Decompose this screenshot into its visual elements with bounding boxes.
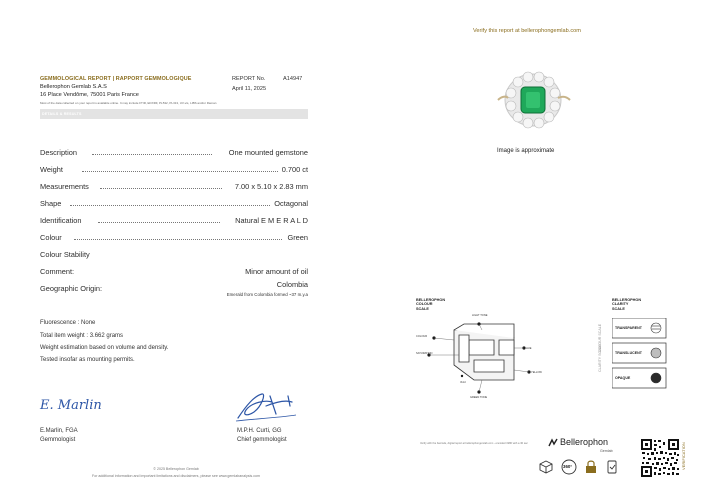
clarity-level-opaque: OPAQUE: [615, 376, 631, 380]
clarity-scale-boxes: [612, 318, 672, 398]
feature-icons: [539, 459, 621, 475]
comment-weight-estimation: Weight estimation based on volume and density.: [40, 345, 169, 351]
comment-total-weight: Total item weight : 3.662 grams: [40, 333, 124, 339]
detail-row-measurements: [40, 182, 308, 192]
detail-row-shape: [40, 199, 308, 209]
right-signature: [232, 388, 302, 424]
left-signature: E. Marlin: [40, 398, 102, 413]
detail-value: Octagonal: [274, 199, 308, 208]
detail-label: Colour Stability: [40, 250, 90, 259]
leader-dots: [82, 171, 278, 172]
leader-dots: [100, 188, 222, 189]
diagram-label-bottom-right: YELLOW: [531, 371, 542, 374]
colour-scale-title-line: COLOUR: [416, 302, 433, 307]
rotate-360-label: 360°: [563, 464, 573, 469]
clarity-scale-title-line: BELLEROPHON: [612, 298, 642, 302]
detail-label: Colour: [40, 233, 62, 242]
leader-dots: [70, 205, 270, 206]
clarity-side-label: CLARITY SCALE: [598, 344, 602, 372]
right-signatory-role: Chief gemmologist: [237, 437, 287, 443]
clarity-scale-title: [612, 298, 641, 311]
detail-value: Natural E M E R A L D: [235, 216, 308, 225]
diagram-label-left-mid: SATURATION: [416, 352, 433, 355]
detail-label: Geographic Origin:: [40, 284, 103, 293]
clarity-scale-title-line: CLARITY: [612, 302, 629, 307]
comment-fluorescence: Fluorescence : None: [40, 320, 96, 326]
diagram-label-top-left: COLOUR: [416, 335, 428, 338]
section-band-label: DETAILS & RESULTS: [42, 111, 82, 116]
data-availability-note: Most of the data collected on your report is available online. It may include FTIR, EDXRF, PL532, PL313, UV-vis, LIBS and/or Raman: [40, 101, 217, 105]
verification-label: VERIFICATION: [681, 442, 686, 470]
gem-cube-icon: [539, 460, 553, 474]
brand-logo-icon: [548, 438, 558, 448]
origin-note: Emerald from Colombia formed ~37 m.y.a: [226, 292, 308, 297]
detail-row-comment: [40, 267, 308, 277]
detail-value: 7.00 x 5.10 x 2.83 mm: [234, 182, 308, 191]
detail-value: Green: [287, 233, 308, 242]
detail-row-weight: [40, 165, 308, 175]
detail-row-identification: [40, 216, 308, 226]
lock-icon: [585, 459, 597, 474]
footer-disclaimer: For additional information and important limitations and disclaimers, please see www.gemlabanalysis.com: [92, 474, 260, 478]
clarity-level-translucent: TRANSLUCENT: [615, 351, 642, 355]
left-signatory-role: Gemmologist: [40, 437, 76, 443]
report-left-pane: [0, 0, 352, 500]
company-address: 16 Place Vendôme, 75001 Paris France: [40, 92, 139, 98]
diagram-label-bottom: GREEN TONE: [470, 396, 488, 399]
clarity-level-transparent: TRANSPARENT: [615, 326, 642, 330]
detail-label: Identification: [40, 216, 82, 225]
diagram-label-bottom-left: Vivid: [460, 381, 466, 384]
brand-name: Bellerophon: [560, 437, 609, 447]
footer-copyright: © 2025 Bellerophon Gemlab: [153, 467, 199, 471]
verification-qr-code[interactable]: [640, 438, 680, 478]
detail-label: Measurements: [40, 182, 89, 191]
ring-photo: [488, 66, 578, 130]
diagram-label-top: LIGHT TONE: [472, 314, 488, 317]
company-name: Bellerophon Gemlab S.A.S: [40, 84, 107, 90]
detail-value: One mounted gemstone: [228, 148, 308, 157]
image-caption: Image is approximate: [497, 148, 555, 154]
report-title: GEMMOLOGICAL REPORT | RAPPORT GEMMOLOGIQUE: [40, 76, 192, 82]
mobile-check-icon: [605, 460, 619, 474]
leader-dots: [92, 154, 212, 155]
detail-label: Weight: [40, 165, 63, 174]
colour-scale-diagram: [414, 310, 564, 400]
leader-dots: [98, 222, 220, 223]
detail-row-colour-stability: [40, 250, 308, 260]
report-number: A14947: [283, 76, 303, 82]
report-number-label: REPORT No.: [232, 76, 266, 82]
detail-row-colour: [40, 233, 308, 243]
detail-row-description: [40, 148, 308, 158]
report-date: April 11, 2025: [232, 86, 267, 92]
detail-label: Comment:: [40, 267, 75, 276]
colour-scale-title-line: BELLEROPHON: [416, 298, 446, 302]
verify-bottom-text: Verify with the barcode, digital report at bellerophongemlab.com - encoded 1980 with a 30 sec: [420, 442, 528, 445]
brand-sub: Gemlab: [600, 449, 613, 453]
right-signatory-name: M.P.H. Curti, GG: [237, 428, 282, 434]
detail-value: 0.700 ct: [281, 165, 308, 174]
detail-label: Description: [40, 148, 77, 157]
verify-link-text[interactable]: Verify this report at bellerophongemlab.com: [473, 28, 581, 34]
diagram-label-right: HUE: [526, 347, 532, 350]
clarity-scale-title-line: SCALE: [612, 306, 625, 311]
section-band: [40, 109, 308, 119]
leader-dots: [74, 239, 282, 240]
detail-label: Shape: [40, 199, 62, 208]
comment-tested: Tested insofar as mounting permits.: [40, 357, 135, 363]
colour-side-label: COLOUR SCALE: [598, 323, 602, 352]
detail-value: Minor amount of oil: [245, 267, 308, 276]
detail-value: Colombia: [276, 280, 308, 289]
left-signatory-name: E.Marlin, FGA: [40, 428, 78, 434]
colour-scale-title-line: SCALE: [416, 306, 429, 311]
